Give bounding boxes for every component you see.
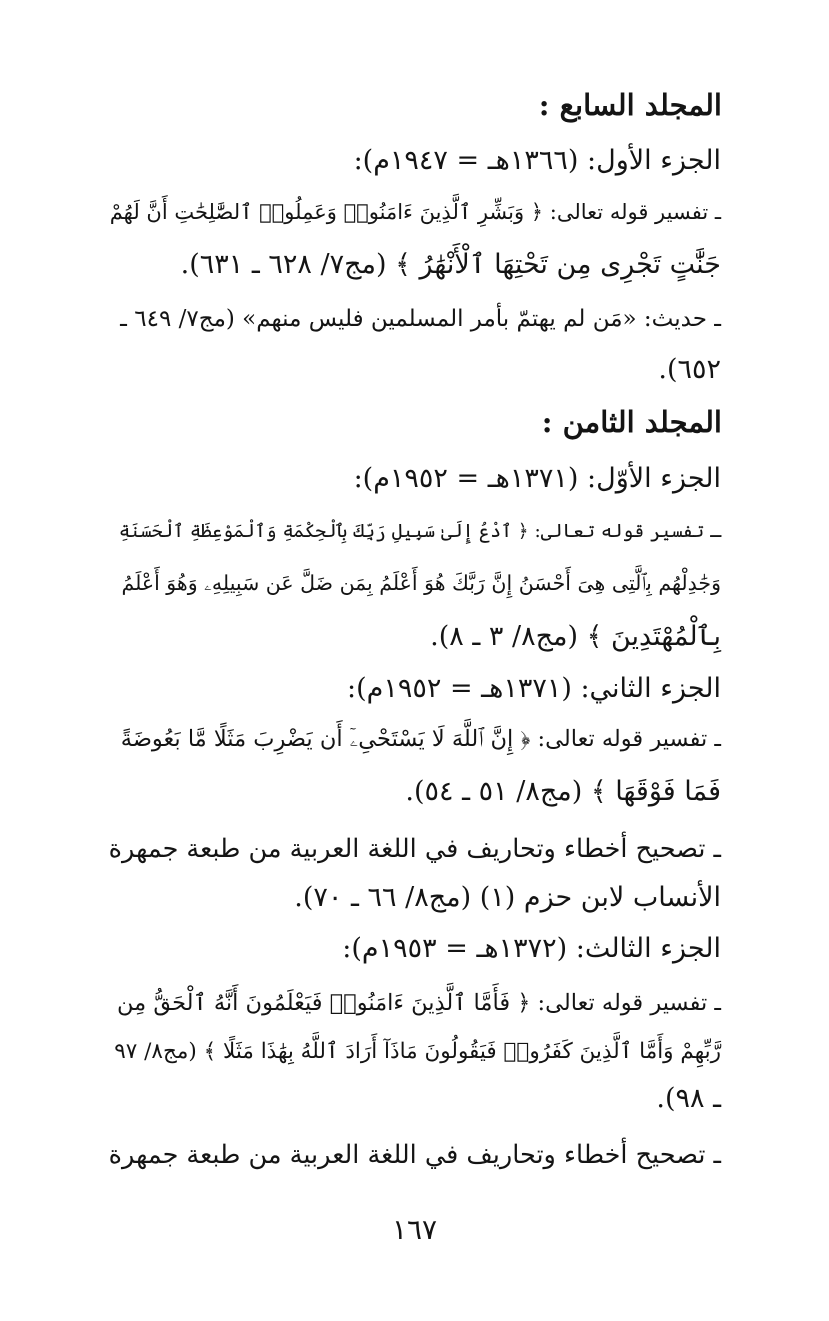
v8-item3-line2: الأنساب لابن حزم (١) (مج٨/ ٦٦ ـ ٧٠). — [294, 882, 721, 913]
v7-item1-line2: جَنَّٰتٍ تَجْرِى مِن تَحْتِهَا ٱلْأَنْهَٰرُ ﴾ (مج٧/ ٦٢٨ ـ ٦٣١). — [180, 249, 721, 280]
v8-item4-line2: رَّبِّهِمْ وَأَمَّا ٱلَّذِينَ كَفَرُوا۟ فَيَقُولُونَ مَاذَآ أَرَادَ ٱللَّهُ بِهَٰذَا مَثَلًا ﴾ (مج٨/ ٩٧ — [114, 1039, 721, 1064]
v8-item4-line3: ـ ٩٨). — [656, 1083, 721, 1114]
v8-item1-line1: ـ تفسير قوله تعالى: ﴿ ٱدْعُ إِلَىٰ سَبِيلِ رَبِّكَ بِٱلْحِكْمَةِ وَٱلْمَوْعِظَةِ ٱلْحَسَنَةِ — [118, 521, 721, 542]
v8-item5-line1: ـ تصحيح أخطاء وتحاريف في اللغة العربية من طبعة جمهرة — [108, 1140, 721, 1170]
v7-item2-line2: ٦٥٢). — [658, 354, 721, 385]
v8-item4-line1: ـ تفسير قوله تعالى: ﴿ فَأَمَّا ٱلَّذِينَ ءَامَنُوا۟ فَيَعْلَمُونَ أَنَّهُ ٱلْحَقُّ مِن — [117, 990, 721, 1016]
volume-8-part-2: الجزء الثاني: (١٣٧١هـ = ١٩٥٢م): — [347, 673, 721, 704]
v8-item3-line1: ـ تصحيح أخطاء وتحاريف في اللغة العربية من طبعة جمهرة — [108, 834, 721, 864]
v8-item2-line1: ـ تفسير قوله تعالى: ﴿ إِنَّ ٱللَّهَ لَا يَسْتَحْىِۦٓ أَن يَضْرِبَ مَثَلًا مَّا بَعُوضَةً — [120, 726, 721, 752]
volume-7-part-1: الجزء الأول: (١٣٦٦هـ = ١٩٤٧م): — [353, 145, 721, 176]
page-number: ١٦٧ — [391, 1213, 438, 1246]
volume-8-part-3: الجزء الثالث: (١٣٧٢هـ = ١٩٥٣م): — [342, 933, 721, 964]
volume-8-part-1: الجزء الأوّل: (١٣٧١هـ = ١٩٥٢م): — [353, 463, 721, 494]
v8-item1-line2: وَجَٰدِلْهُم بِٱلَّتِى هِىَ أَحْسَنُ إِنَّ رَبَّكَ هُوَ أَعْلَمُ بِمَن ضَلَّ عَن سَبِيلِهِۦ وَهُوَ أَعْلَمُ — [121, 571, 721, 595]
v8-item1-line3: بِٱلْمُهْتَدِينَ ﴾ (مج٨/ ٣ ـ ٨). — [430, 621, 721, 652]
v7-item1-line1: ـ تفسير قوله تعالى: ﴿ وَبَشِّرِ ٱلَّذِينَ ءَامَنُوا۟ وَعَمِلُوا۟ ٱلصَّٰلِحَٰتِ أَنَّ لَهُمْ — [109, 200, 721, 224]
v8-item2-line2: فَمَا فَوْقَهَا ﴾ (مج٨/ ٥١ ـ ٥٤). — [405, 776, 721, 807]
volume-8-heading: المجلد الثامن : — [541, 405, 722, 439]
v7-item2-line1: ـ حديث: «مَن لم يهتمّ بأمر المسلمين فليس منهم» (مج٧/ ٦٤٩ ـ — [120, 306, 721, 332]
volume-7-heading: المجلد السابع : — [538, 88, 722, 122]
